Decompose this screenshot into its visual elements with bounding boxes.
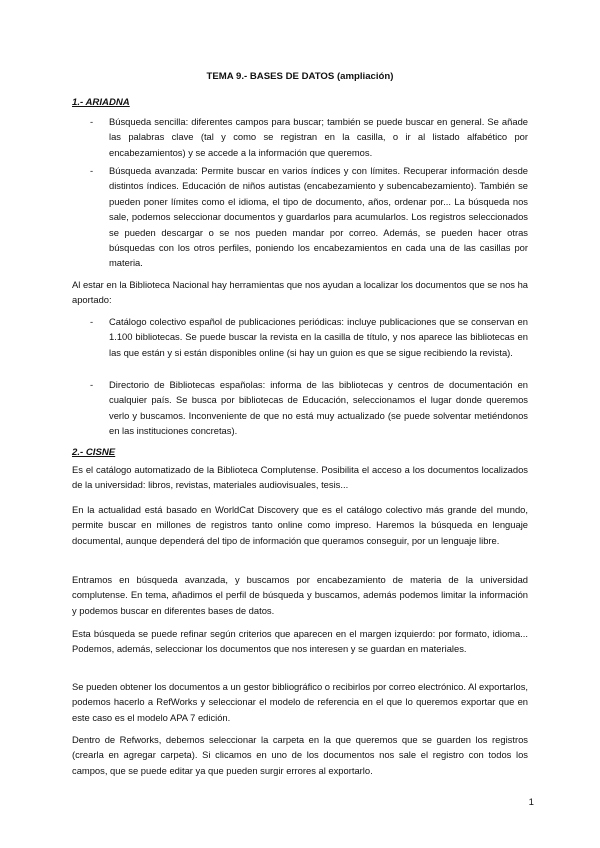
paragraph-cisne-5: Se pueden obtener los documentos a un gestor bibliográfico o recibirlos por correo electrónico. Al exportarlos, podemos hacerlo a RefWorks y seleccionar el modelo de referencia en el que lo queremos exportar que en este caso es el modelo APA 7 edición. — [72, 681, 528, 723]
paragraph-cisne-3: Entramos en búsqueda avanzada, y buscamos por encabezamiento de materia de la universidad complutense. En tema, añadimos el perfil de búsqueda y buscamos, además podemos limitar la información y podemos buscar en diferentes bases de datos. — [72, 574, 528, 616]
bullet-marker: - — [90, 116, 94, 127]
bullet-directorio-bibliotecas: Directorio de Bibliotecas españolas: informa de las bibliotecas y centros de documentación en cualquier país. Se busca por bibliotecas de Educación, seleccionamos el lugar donde queremos verlo y buscamos. Inconveniente de que no está muy actualizado (se puede solventar metiéndonos en las instituciones concretas). — [109, 379, 528, 437]
bullet-marker: - — [90, 379, 94, 390]
bullet-marker: - — [90, 165, 94, 176]
paragraph-cisne-2: En la actualidad está basado en WorldCat Discovery que es el catálogo colectivo más grande del mundo, permite buscar en millones de registros tanto online como impreso. Haremos la búsqueda en lenguaje documental, aunque dependerá del tipo de información que queramos conseguir, por un lenguaje libre. — [72, 504, 528, 546]
bullet-catalogo-colectivo: Catálogo colectivo español de publicaciones periódicas: incluye publicaciones que se conservan en 1.100 bibliotecas. Se puede buscar la revista en la casilla de título, y nos aparece las bibliotecas en las que están y si están disponibles online (si hay un guion es que se sigue recibiendo la revista). — [109, 316, 528, 358]
paragraph-biblioteca-nacional: Al estar en la Biblioteca Nacional hay herramientas que nos ayudan a localizar los documentos que se nos ha aportado: — [72, 279, 529, 306]
document-title: TEMA 9.- BASES DE DATOS (ampliación) — [206, 71, 394, 82]
paragraph-cisne-6: Dentro de Refworks, debemos seleccionar la carpeta en la que queremos que se guarden los registros (crearla en agregar carpeta). Si clicamos en uno de los documentos nos sale el registro con todos los campos, que se puede editar ya que pueden surgir errores al exportarlo. — [72, 734, 528, 776]
section-heading-ariadna: 1.- ARIADNA — [72, 97, 130, 108]
bullet-busqueda-sencilla: Búsqueda sencilla: diferentes campos para buscar; también se puede buscar en general. Se añade las palabras clave (tal y como se registran en la casilla, o ir al listado alfabético por encabezamientos) y se accede a la información que queremos. — [109, 116, 528, 158]
section-heading-cisne: 2.- CISNE — [72, 447, 116, 458]
paragraph-cisne-1: Es el catálogo automatizado de la Biblioteca Complutense. Posibilita el acceso a los documentos localizados de la universidad: libros, revistas, materiales audiovisuales, tesis... — [72, 464, 528, 491]
page-number: 1 — [528, 797, 534, 808]
bullet-busqueda-avanzada: Búsqueda avanzada: Permite buscar en varios índices y con límites. Recuperar información desde distintos índices. Educación de niños autistas (encabezamiento y subencabezamiento). También se pueden poner límites como el idioma, el tipo de documento, años, ordenar por... La búsqueda nos sale, podemos seleccionar documentos y guardarlos para acumularlos. Los registros seleccionados se pueden descargar o se nos pueden mandar por correo. Además, se pueden hacer otras búsquedas con los otros perfiles, poniendo los encabezamientos en cada una de las casillas por materia. — [109, 165, 528, 269]
paragraph-cisne-4: Esta búsqueda se puede refinar según criterios que aparecen en el margen izquierdo: por formato, idioma... Podemos, además, seleccionar los documentos que nos interesen y se guardan en materiales. — [72, 628, 528, 655]
bullet-marker: - — [90, 316, 94, 327]
